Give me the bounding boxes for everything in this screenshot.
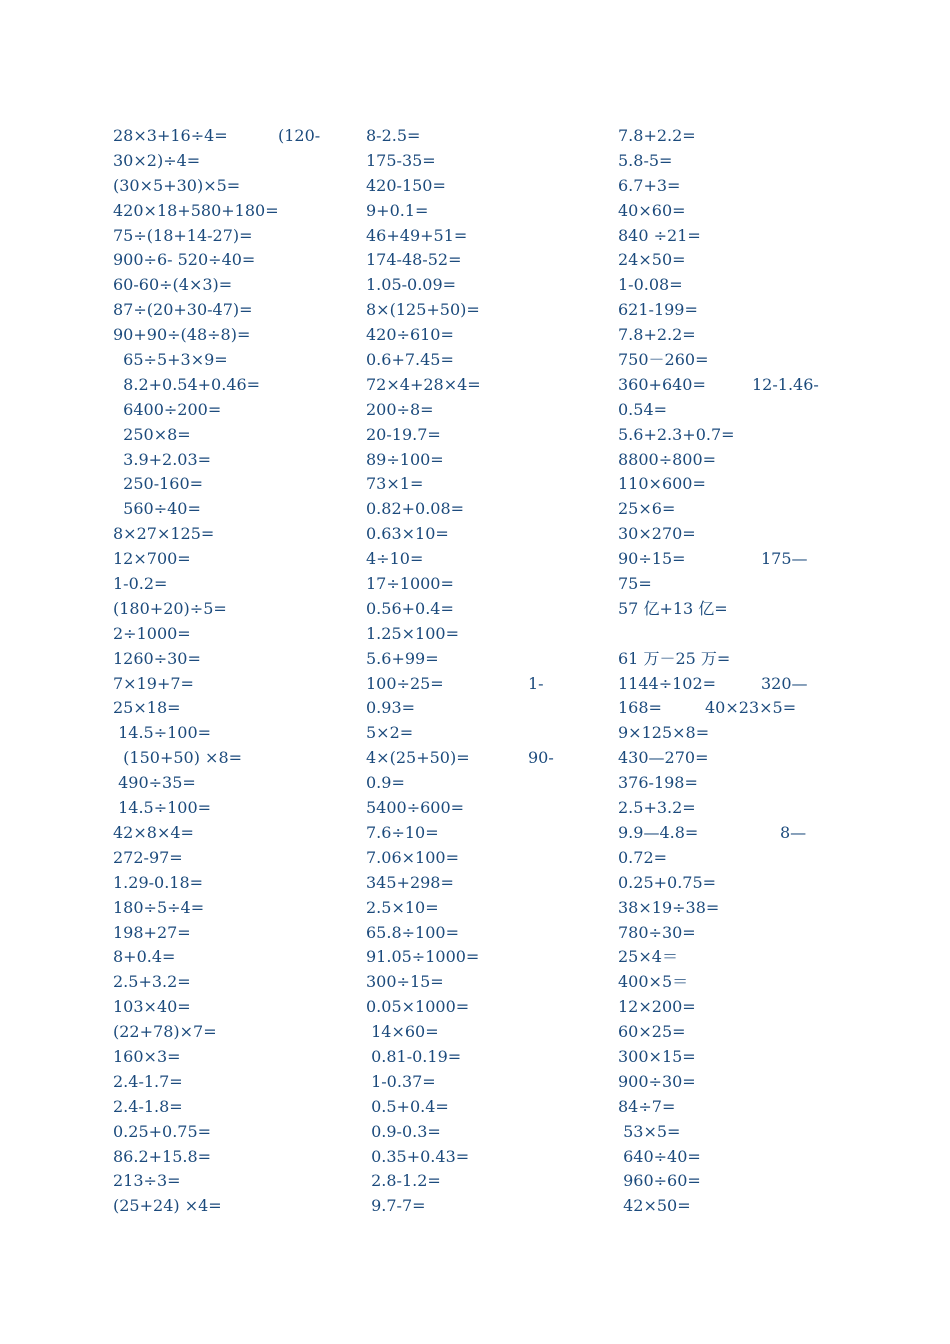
problem-expression: 65÷5+3×9=: [113, 350, 228, 370]
arithmetic-problem: [618, 970, 878, 995]
worksheet-column-2: [366, 124, 606, 1219]
problem-fragment: 90-: [528, 748, 554, 768]
problem-expression: 100÷25=: [366, 673, 444, 693]
problem-expression: 8-2.5=: [366, 126, 421, 145]
problem-expression: 0.93=: [366, 698, 416, 718]
problem-expression: 168=: [618, 698, 662, 718]
problem-expression: 198+27=: [113, 922, 191, 942]
problem-expression: 1144÷102=: [618, 673, 717, 693]
arithmetic-problem: [618, 995, 878, 1020]
problem-expression: 3.9+2.03=: [113, 449, 212, 469]
arithmetic-problem: [113, 672, 353, 697]
problem-expression: 20-19.7=: [366, 424, 441, 444]
problem-expression: 14.5÷100=: [113, 723, 212, 743]
arithmetic-problem: [113, 298, 353, 323]
problem-expression: 9.7-7=: [366, 1196, 426, 1216]
problem-expression: 25×4＝: [618, 947, 678, 967]
arithmetic-problem: [366, 970, 606, 995]
arithmetic-problem: [113, 348, 353, 373]
problem-expression: 0.81-0.19=: [366, 1046, 462, 1066]
arithmetic-problem: [366, 174, 606, 199]
arithmetic-problem: [618, 1095, 878, 1120]
arithmetic-problem: [113, 846, 353, 871]
problem-expression: 360+640=: [618, 374, 706, 394]
problem-expression: 250-160=: [113, 474, 204, 494]
problem-expression: 53×5=: [618, 1121, 681, 1141]
arithmetic-problem: [366, 323, 606, 348]
problem-expression: 25×18=: [113, 698, 181, 718]
arithmetic-problem: [366, 373, 606, 398]
arithmetic-problem: [618, 647, 878, 672]
problem-expression: 376-198=: [618, 773, 698, 793]
problem-expression: 40×60=: [618, 200, 686, 220]
problem-expression: 7.8+2.2=: [618, 325, 696, 345]
problem-expression: 2.8-1.2=: [366, 1171, 441, 1191]
problem-expression: 7.6÷10=: [366, 822, 439, 842]
arithmetic-problem: [618, 472, 878, 497]
problem-expression: 8+0.4=: [113, 947, 176, 967]
arithmetic-problem: [113, 1070, 353, 1095]
arithmetic-problem: [618, 771, 878, 796]
problem-expression: 9×125×8=: [618, 723, 710, 743]
problem-expression: 42×8×4=: [113, 822, 194, 842]
arithmetic-problem: [618, 497, 878, 522]
arithmetic-problem: [113, 398, 353, 423]
problem-expression: 5×2=: [366, 723, 414, 743]
arithmetic-problem: [366, 647, 606, 672]
arithmetic-problem: [113, 921, 353, 946]
problem-expression: 272-97=: [113, 847, 183, 867]
problem-expression: 200÷8=: [366, 399, 434, 419]
problem-expression: 84÷7=: [618, 1096, 676, 1116]
arithmetic-problem: [366, 622, 606, 647]
arithmetic-problem: [618, 721, 878, 746]
problem-expression: 300÷15=: [366, 972, 444, 992]
arithmetic-problem: [366, 1095, 606, 1120]
problem-expression: 4÷10=: [366, 549, 424, 569]
arithmetic-problem: [113, 248, 353, 273]
problem-expression: (150+50) ×8=: [113, 748, 243, 768]
problem-expression: 30×2)÷4=: [113, 150, 201, 170]
arithmetic-problem: [113, 721, 353, 746]
problem-expression: 490÷35=: [113, 773, 196, 793]
arithmetic-problem: [618, 248, 878, 273]
arithmetic-problem: [113, 323, 353, 348]
problem-expression: 5.6+99=: [366, 648, 439, 668]
arithmetic-problem: [618, 622, 878, 647]
arithmetic-problem: [366, 1145, 606, 1170]
problem-expression: 420×18+580+180=: [113, 200, 279, 220]
arithmetic-problem: [366, 871, 606, 896]
arithmetic-problem: [366, 248, 606, 273]
problem-expression: 621-199=: [618, 300, 698, 320]
problem-expression: 640÷40=: [618, 1146, 701, 1166]
arithmetic-problem: [618, 696, 878, 721]
arithmetic-problem: [618, 124, 878, 149]
problem-expression: 0.54=: [618, 399, 668, 419]
arithmetic-problem: [618, 522, 878, 547]
problem-expression: 90÷15=: [618, 549, 686, 569]
arithmetic-problem: [366, 896, 606, 921]
problem-expression: (25+24) ×4=: [113, 1196, 222, 1216]
arithmetic-problem: [366, 124, 606, 149]
problem-expression: 4×(25+50)=: [366, 748, 470, 768]
problem-expression: 24×50=: [618, 250, 686, 270]
problem-fragment: (120-: [278, 126, 321, 145]
problem-expression: 14×60=: [366, 1022, 439, 1042]
arithmetic-problem: [618, 1070, 878, 1095]
arithmetic-problem: [618, 597, 878, 622]
arithmetic-problem: [113, 199, 353, 224]
arithmetic-problem: [113, 472, 353, 497]
arithmetic-problem: [113, 597, 353, 622]
problem-expression: 75=: [618, 574, 652, 594]
arithmetic-problem: [113, 647, 353, 672]
problem-expression: 7.06×100=: [366, 847, 459, 867]
arithmetic-problem: [113, 497, 353, 522]
problem-expression: 9+0.1=: [366, 200, 429, 220]
problem-expression: 60×25=: [618, 1022, 686, 1042]
problem-fragment: 320—: [761, 673, 808, 693]
problem-expression: 9.9—4.8=: [618, 822, 699, 842]
arithmetic-problem: [366, 572, 606, 597]
arithmetic-problem: [113, 572, 353, 597]
problem-expression: 7×19+7=: [113, 673, 194, 693]
arithmetic-problem: [618, 398, 878, 423]
arithmetic-problem: [618, 224, 878, 249]
arithmetic-problem: [366, 149, 606, 174]
problem-expression: 8.2+0.54+0.46=: [113, 374, 261, 394]
problem-expression: 0.56+0.4=: [366, 598, 454, 618]
arithmetic-problem: [113, 174, 353, 199]
arithmetic-problem: [366, 348, 606, 373]
arithmetic-problem: [618, 1120, 878, 1145]
arithmetic-problem: [366, 846, 606, 871]
problem-expression: 430—270=: [618, 748, 709, 768]
arithmetic-problem: [113, 1020, 353, 1045]
problem-expression: 2.5+3.2=: [113, 972, 191, 992]
problem-expression: 174-48-52=: [366, 250, 462, 270]
arithmetic-problem: [366, 298, 606, 323]
problem-expression: 86.2+15.8=: [113, 1146, 212, 1166]
arithmetic-problem: [618, 896, 878, 921]
problem-expression: 2÷1000=: [113, 623, 191, 643]
problem-expression: 900÷6- 520÷40=: [113, 250, 256, 270]
problem-expression: 65.8÷100=: [366, 922, 459, 942]
problem-expression: 0.25+0.75=: [113, 1121, 212, 1141]
arithmetic-problem: [618, 1169, 878, 1194]
problem-expression: 250×8=: [113, 424, 191, 444]
problem-expression: 8×(125+50)=: [366, 300, 480, 320]
arithmetic-problem: [366, 273, 606, 298]
problem-expression: 89÷100=: [366, 449, 444, 469]
arithmetic-problem: [618, 547, 878, 572]
arithmetic-problem: [113, 796, 353, 821]
arithmetic-problem: [618, 448, 878, 473]
problem-expression: (22+78)×7=: [113, 1022, 217, 1042]
problem-expression: 61 万－25 万=: [618, 648, 731, 668]
problem-expression: 30×270=: [618, 524, 696, 544]
arithmetic-problem: [366, 821, 606, 846]
problem-expression: 0.9-0.3=: [366, 1121, 441, 1141]
problem-expression: 1.29-0.18=: [113, 872, 204, 892]
arithmetic-problem: [366, 423, 606, 448]
problem-expression: 12×700=: [113, 549, 191, 569]
problem-expression: 75÷(18+14-27)=: [113, 225, 253, 245]
problem-expression: 90+90÷(48÷8)=: [113, 325, 251, 345]
problem-expression: 6.7+3=: [618, 175, 681, 195]
arithmetic-problem: [113, 1120, 353, 1145]
arithmetic-problem: [618, 1145, 878, 1170]
worksheet-column-3: [618, 124, 878, 1219]
arithmetic-problem: [113, 622, 353, 647]
problem-expression: 1260÷30=: [113, 648, 201, 668]
arithmetic-problem: [366, 547, 606, 572]
problem-expression: 180÷5÷4=: [113, 897, 205, 917]
problem-expression: 5.8-5=: [618, 150, 673, 170]
problem-expression: 12×200=: [618, 997, 696, 1017]
problem-expression: 14.5÷100=: [113, 798, 212, 818]
arithmetic-problem: [618, 821, 878, 846]
arithmetic-problem: [113, 1194, 353, 1219]
arithmetic-problem: [366, 224, 606, 249]
problem-expression: 46+49+51=: [366, 225, 468, 245]
arithmetic-problem: [618, 672, 878, 697]
problem-expression: 900÷30=: [618, 1071, 696, 1091]
arithmetic-problem: [366, 721, 606, 746]
arithmetic-problem: [113, 149, 353, 174]
worksheet-column-1: [113, 124, 353, 1219]
problem-expression: 38×19÷38=: [618, 897, 720, 917]
arithmetic-problem: [366, 497, 606, 522]
arithmetic-problem: [113, 224, 353, 249]
problem-expression: 17÷1000=: [366, 574, 454, 594]
problem-expression: 91.05÷1000=: [366, 947, 480, 967]
arithmetic-problem: [113, 547, 353, 572]
arithmetic-problem: [113, 423, 353, 448]
arithmetic-problem: [113, 1095, 353, 1120]
arithmetic-problem: [113, 945, 353, 970]
arithmetic-problem: [618, 199, 878, 224]
problem-expression: 72×4+28×4=: [366, 374, 481, 394]
problem-expression: (180+20)÷5=: [113, 598, 227, 618]
problem-expression: 57 亿+13 亿=: [618, 598, 728, 618]
arithmetic-problem: [618, 323, 878, 348]
problem-expression: 1-0.37=: [366, 1071, 436, 1091]
arithmetic-problem: [618, 921, 878, 946]
arithmetic-problem: [366, 199, 606, 224]
problem-expression: 103×40=: [113, 997, 191, 1017]
arithmetic-problem: [113, 1145, 353, 1170]
arithmetic-problem: [366, 672, 606, 697]
arithmetic-problem: [618, 945, 878, 970]
problem-expression: 960÷60=: [618, 1171, 701, 1191]
arithmetic-problem: [366, 1070, 606, 1095]
problem-expression: 73×1=: [366, 474, 424, 494]
arithmetic-problem: [618, 871, 878, 896]
problem-fragment: 12-1.46-: [752, 374, 819, 394]
problem-expression: 840 ÷21=: [618, 225, 701, 245]
problem-fragment: 40×23×5=: [705, 698, 797, 718]
problem-expression: 6400÷200=: [113, 399, 222, 419]
arithmetic-problem: [618, 1194, 878, 1219]
problem-expression: 5400÷600=: [366, 798, 465, 818]
arithmetic-problem: [618, 149, 878, 174]
arithmetic-problem: [113, 746, 353, 771]
arithmetic-problem: [366, 1020, 606, 1045]
problem-expression: 60-60÷(4×3)=: [113, 275, 233, 295]
problem-expression: 213÷3=: [113, 1171, 181, 1191]
arithmetic-problem: [618, 1020, 878, 1045]
problem-expression: 0.72=: [618, 847, 668, 867]
problem-expression: 0.82+0.08=: [366, 499, 465, 519]
arithmetic-problem: [366, 696, 606, 721]
arithmetic-problem: [113, 995, 353, 1020]
problem-expression: 28×3+16÷4=: [113, 126, 228, 145]
arithmetic-problem: [113, 821, 353, 846]
arithmetic-problem: [366, 746, 606, 771]
problem-expression: 8×27×125=: [113, 524, 215, 544]
arithmetic-problem: [618, 846, 878, 871]
arithmetic-problem: [113, 373, 353, 398]
problem-expression: 560÷40=: [113, 499, 201, 519]
arithmetic-problem: [618, 423, 878, 448]
problem-expression: 175-35=: [366, 150, 436, 170]
arithmetic-problem: [366, 945, 606, 970]
problem-expression: 0.5+0.4=: [366, 1096, 449, 1116]
problem-expression: 0.9=: [366, 773, 405, 793]
problem-expression: 42×50=: [618, 1196, 691, 1216]
problem-expression: (30×5+30)×5=: [113, 175, 241, 195]
arithmetic-problem: [366, 472, 606, 497]
problem-expression: 420-150=: [366, 175, 446, 195]
problem-expression: 0.63×10=: [366, 524, 449, 544]
problem-expression: 2.5+3.2=: [618, 798, 696, 818]
problem-expression: 345+298=: [366, 872, 454, 892]
arithmetic-problem: [366, 1045, 606, 1070]
problem-expression: 780÷30=: [618, 922, 696, 942]
problem-fragment: 175—: [761, 549, 808, 569]
problem-expression: 1.25×100=: [366, 623, 459, 643]
arithmetic-problem: [618, 1045, 878, 1070]
arithmetic-problem: [113, 448, 353, 473]
arithmetic-problem: [113, 871, 353, 896]
arithmetic-problem: [618, 273, 878, 298]
problem-expression: 87÷(20+30-47)=: [113, 300, 253, 320]
arithmetic-problem: [113, 124, 353, 149]
arithmetic-problem: [366, 1194, 606, 1219]
problem-fragment: 1-: [528, 673, 544, 693]
problem-expression: 400×5＝: [618, 972, 689, 992]
problem-expression: 8800÷800=: [618, 449, 717, 469]
problem-expression: 0.6+7.45=: [366, 350, 454, 370]
problem-expression: 1-0.08=: [618, 275, 683, 295]
problem-expression: 0.05×1000=: [366, 997, 470, 1017]
problem-expression: 7.8+2.2=: [618, 126, 696, 145]
problem-expression: 1-0.2=: [113, 574, 168, 594]
arithmetic-problem: [618, 746, 878, 771]
arithmetic-problem: [113, 273, 353, 298]
arithmetic-problem: [366, 1120, 606, 1145]
problem-expression: 2.4-1.8=: [113, 1096, 183, 1116]
problem-expression: 750－260=: [618, 350, 709, 370]
arithmetic-problem: [113, 771, 353, 796]
arithmetic-problem: [366, 771, 606, 796]
problem-expression: 2.5×10=: [366, 897, 439, 917]
arithmetic-problem: [618, 348, 878, 373]
problem-expression: 160×3=: [113, 1046, 181, 1066]
arithmetic-problem: [113, 1169, 353, 1194]
arithmetic-problem: [618, 373, 878, 398]
arithmetic-problem: [366, 448, 606, 473]
arithmetic-problem: [366, 921, 606, 946]
problem-fragment: 8—: [780, 822, 807, 842]
problem-expression: 25×6=: [618, 499, 676, 519]
problem-expression: 0.35+0.43=: [366, 1146, 470, 1166]
problem-expression: 420÷610=: [366, 325, 454, 345]
problem-expression: 2.4-1.7=: [113, 1071, 183, 1091]
arithmetic-problem: [366, 796, 606, 821]
problem-expression: 110×600=: [618, 474, 706, 494]
arithmetic-problem: [618, 796, 878, 821]
arithmetic-problem: [113, 1045, 353, 1070]
arithmetic-problem: [366, 398, 606, 423]
arithmetic-problem: [618, 298, 878, 323]
problem-expression: 5.6+2.3+0.7=: [618, 424, 735, 444]
arithmetic-problem: [366, 522, 606, 547]
arithmetic-problem: [618, 572, 878, 597]
arithmetic-problem: [366, 1169, 606, 1194]
problem-expression: 0.25+0.75=: [618, 872, 717, 892]
arithmetic-problem: [113, 696, 353, 721]
problem-expression: 1.05-0.09=: [366, 275, 457, 295]
arithmetic-problem: [113, 896, 353, 921]
arithmetic-problem: [113, 522, 353, 547]
arithmetic-problem: [113, 970, 353, 995]
arithmetic-problem: [618, 174, 878, 199]
arithmetic-problem: [366, 597, 606, 622]
problem-expression: 300×15=: [618, 1046, 696, 1066]
arithmetic-problem: [366, 995, 606, 1020]
